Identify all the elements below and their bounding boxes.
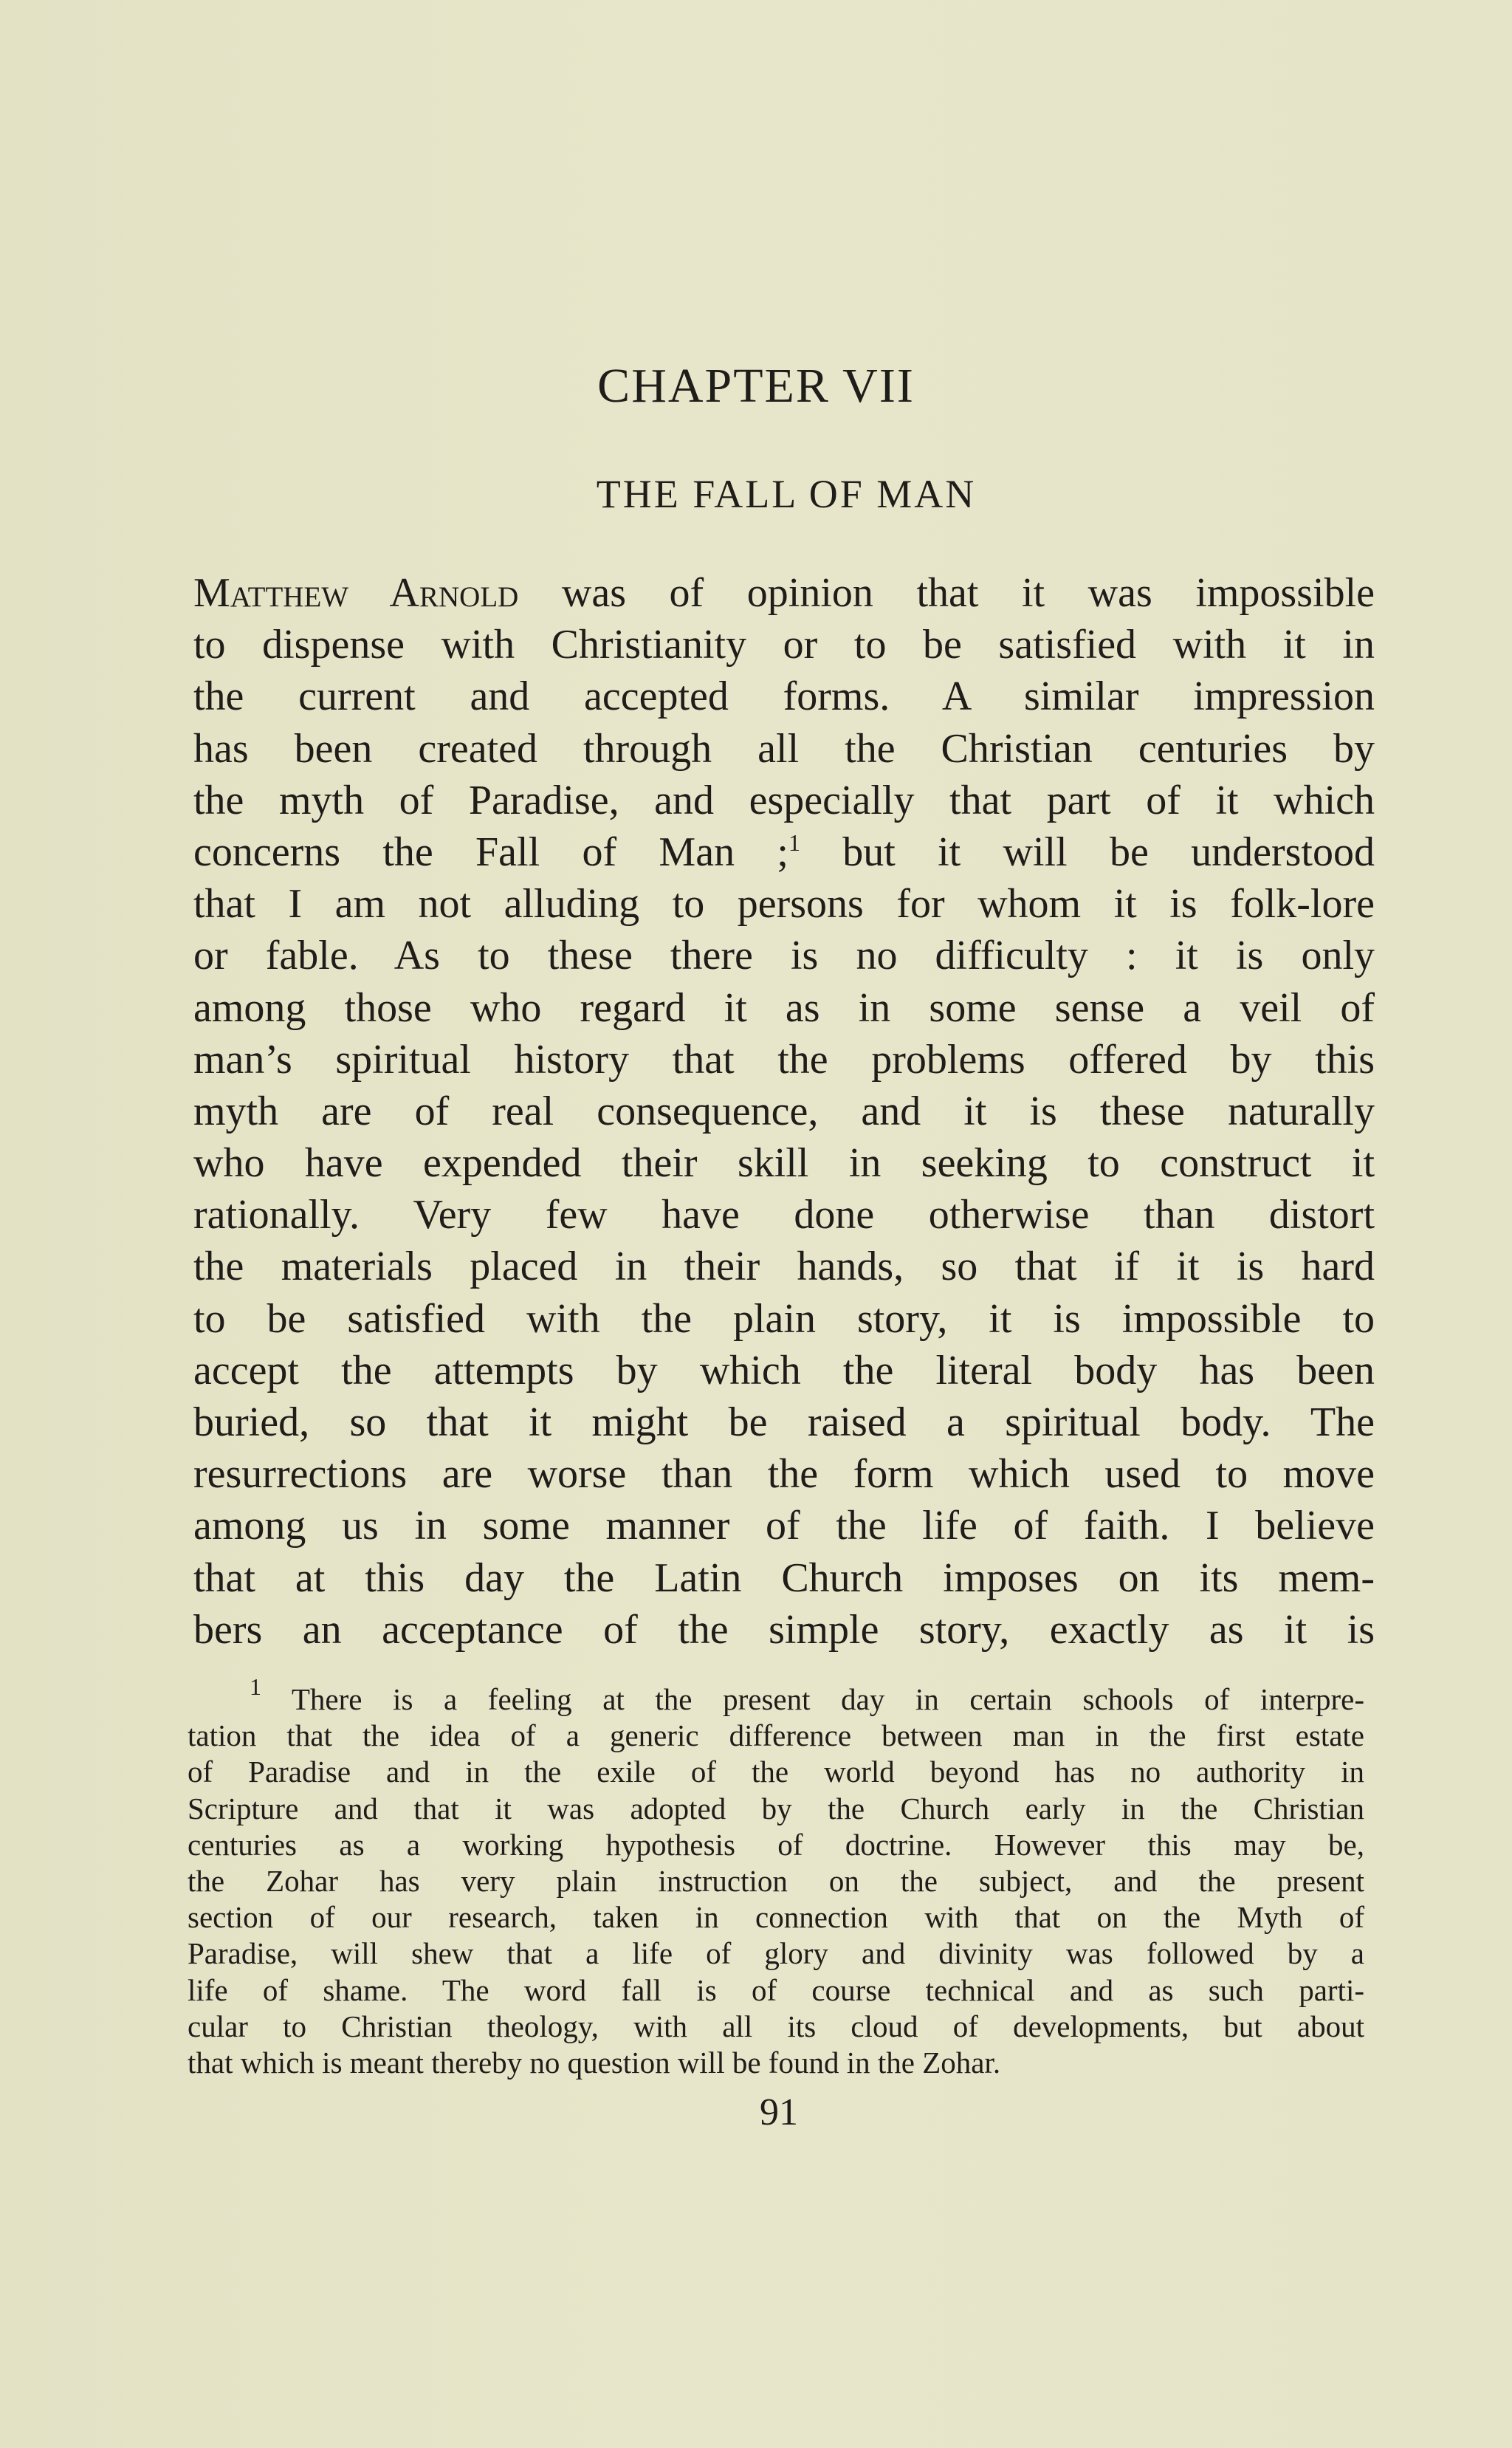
footnote-line: life of shame. The word fall is of course technical and as such parti- [188,1972,1364,2007]
body-line: among those who regard it as in some sense a veil of [193,984,1375,1031]
footnote-line: cular to Christian theology, with all its cloud of developments, but about [188,2009,1364,2043]
body-line: myth are of real consequence, and it is these naturally [193,1088,1375,1134]
body-line: the myth of Paradise, and especially that part of it which [193,777,1375,823]
body-line: that at this day the Latin Church imposes on its mem- [193,1554,1375,1601]
body-line: the current and accepted forms. A similar impression [193,673,1375,720]
footnote-line: of Paradise and in the exile of the world beyond has no authority in [188,1755,1364,1789]
footnote-line: the Zohar has very plain instruction on the subject, and the present [188,1863,1364,1898]
footnote-line: Scripture and that it was adopted by the Church early in the Christian [188,1791,1364,1825]
body-line: or fable. As to these there is no difficulty : it is only [193,933,1375,979]
body-line: who have expended their skill in seeking to construct it [193,1140,1375,1187]
body-line: the materials placed in their hands, so that if it is hard [193,1244,1375,1290]
footnote-line: Paradise, will shew that a life of glory and divinity was followed by a [188,1936,1364,1971]
body-line: among us in some manner of the life of faith. I believe [193,1503,1375,1549]
body-line: has been created through all the Christian centuries by [193,725,1375,772]
body-line: to be satisfied with the plain story, it is impossible to [193,1295,1375,1342]
footnote-line: centuries as a working hypothesis of doctrine. However this may be, [188,1827,1364,1862]
chapter-title: THE FALL OF MAN [596,472,977,516]
body-line-text: but it will be understood [800,829,1375,875]
footnote-reference: 1 [788,829,800,856]
opening-name: Matthew Arnold [193,570,519,616]
chapter-heading: CHAPTER VII [597,359,915,413]
footnote-line: section of our research, taken in connection with that on the Myth of [188,1900,1364,1935]
body-line: that I am not alluding to persons for whom it is folk-lore [193,881,1375,928]
body-line-text: was of opinion that it was impossible [518,570,1375,616]
body-line: rationally. Very few have done otherwise than distort [193,1192,1375,1238]
body-line: to dispense with Christianity or to be satisfied with it in [193,622,1375,668]
footnote-line: that which is meant thereby no question will be found in the Zohar. [188,2045,1001,2080]
body-line: resurrections are worse than the form which used to move [193,1451,1375,1498]
body-line: man’s spiritual history that the problems offered by this [193,1036,1375,1083]
footnote-line: tation that the idea of a generic difference between man in the first estate [188,1718,1364,1753]
footnote [188,1673,1364,2081]
footnote-line [188,1673,1364,1718]
footnote-line-text: There is a feeling at the present day in certain schools of interpre- [261,1682,1364,1716]
body-line: accept the attempts by which the literal body has been [193,1347,1375,1393]
body-line [193,567,1375,619]
body-line [193,826,1375,878]
footnote-marker: 1 [250,1673,261,1700]
body-text [193,567,1375,1656]
body-line: buried, so that it might be raised a spiritual body. The [193,1399,1375,1445]
body-line: bers an acceptance of the simple story, exactly as it is [193,1606,1375,1653]
body-line-text: concerns the Fall of Man ; [193,829,788,875]
page-number: 91 [760,2091,798,2133]
